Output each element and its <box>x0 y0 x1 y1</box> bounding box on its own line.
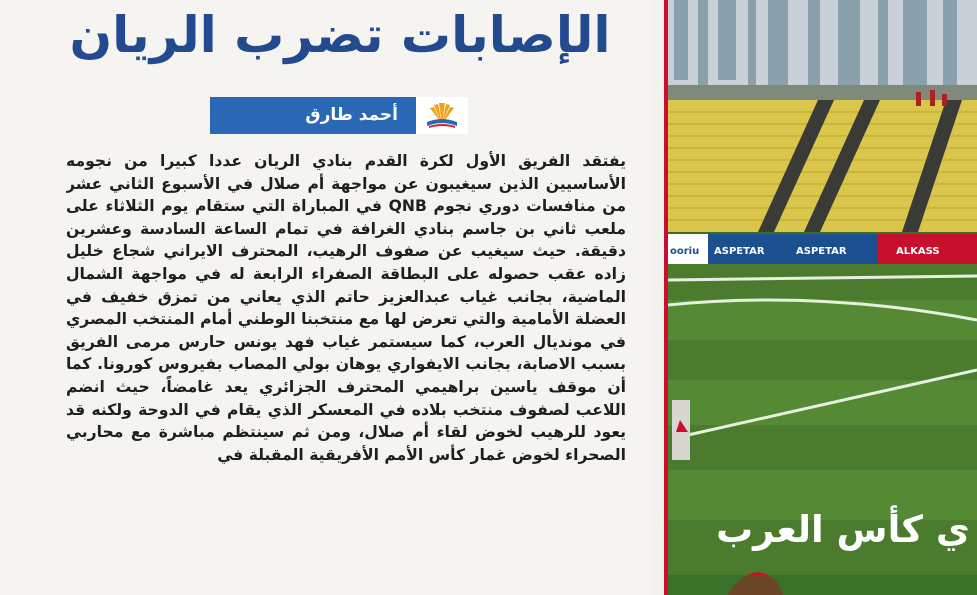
author-name: أحمد طارق <box>305 105 398 125</box>
ad-board-3: ASPETAR <box>796 246 847 257</box>
photo-caption-overlay: ي كأس العرب <box>716 508 970 551</box>
article-headline: الإصابات تضرب الريان <box>69 6 611 64</box>
ad-board-4: ALKASS <box>896 246 940 257</box>
stadium-photo <box>668 0 977 595</box>
book-logo-icon <box>424 102 460 130</box>
byline-bar <box>210 97 468 134</box>
ad-board-1: ooriu <box>670 246 700 257</box>
byline-icon-box <box>416 97 468 134</box>
article-body: يفتقد الفريق الأول لكرة القدم بنادي الريان عددا كبيرا من نجومه الأساسيين الذين سيغيبون عن مواجهة أم صلال في الأسبوع الثاني عشر من منافسات دوري نجوم QNB في المباراة التي ستقام يوم الثلاثاء على ملعب ثاني بن جاسم بنادي الغرافة في تمام الساعة السادسة وعشرين دقيقة. حيث سيغيب عن صفوف الرهيب، المحترف الايراني شجاع خليل زاده عقب حصوله على البطاقة الصفراء الرابعة له في مواجهة الشمال الماضية، بجانب غياب عبدالعزيز حاتم الذي يعاني من تمزق خفيف في العضلة الأمامية والتي تعرض لها مع منتخبنا الوطني أمام المنتخب المصري في مونديال العرب، كما سيستمر غياب فهد يونس حارس مرمى الفريق بسبب الاصابة، بجانب الايفواري يوهان بولي المصاب بفيروس كورونا. كما أن موقف ياسين براهيمي المحترف الجزائري يعد غامضاً، حيث انضم اللاعب لصفوف منتخب بلاده في المعسكر الذي يقام في الدوحة ولكنه قد يعود للرهيب لخوض لقاء أم صلال، ومن ثم سينتظم مباشرة مع محاربي الصحراء لخوض غمار كأس الأمم الأفريقية المقبلة في <box>66 152 626 464</box>
ad-board-2: ASPETAR <box>714 246 765 257</box>
